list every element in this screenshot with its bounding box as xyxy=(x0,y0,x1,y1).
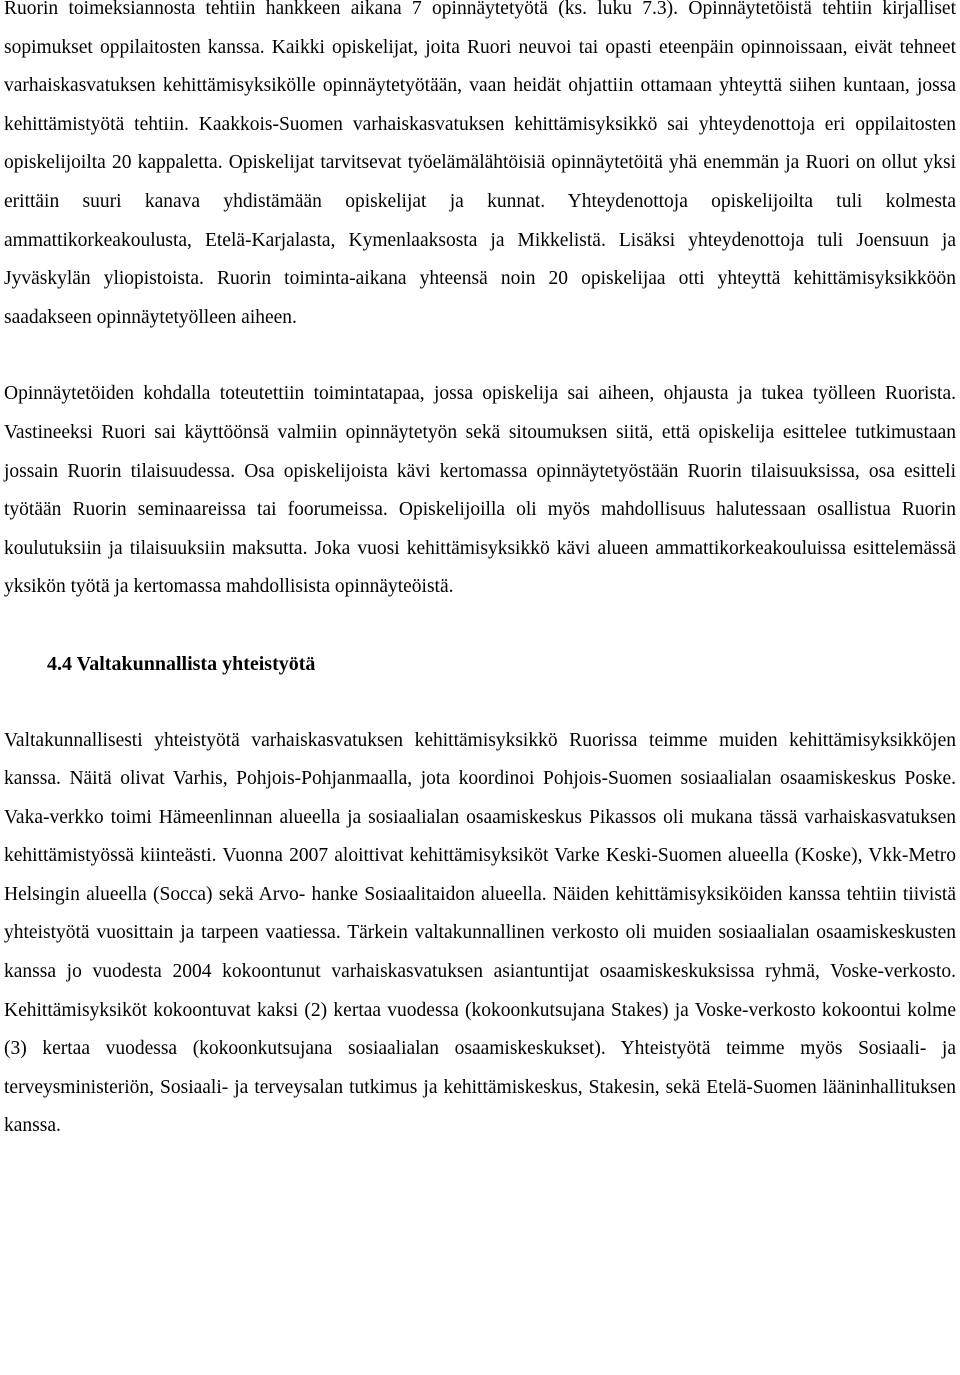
paragraph-thesis-work: Ruorin toimeksiannosta tehtiin hankkeen aikana 7 opinnäytetyötä (ks. luku 7.3). Opinnäytetöistä tehtiin kirjalliset sopimukset oppilaitosten kanssa. Kaikki opiskelijat, joita Ruori neuvoi tai opasti eteenpäin opinnoissaan, eivät tehneet varhaiskasvatuksen kehittämisyksikölle opinnäytetyötään, vaan heidät ohjattiin ottamaan yhteyttä siihen kuntaan, jossa kehittämistyötä tehtiin. Kaakkois-Suomen varhaiskasvatuksen kehittämisyksikkö sai yhteydenottoja eri oppilaitosten opiskelijoilta 20 kappaletta. Opiskelijat tarvitsevat työelämälähtöisiä opinnäytetöitä yhä enemmän ja Ruori on ollut yksi erittäin suuri kanava yhdistämään opiskelijat ja kunnat. Yhteydenottoja opiskelijoilta tuli kolmesta ammattikorkeakoulusta, Etelä-Karjalasta, Kymenlaaksosta ja Mikkelistä. Lisäksi yhteydenottoja tuli Joensuun ja Jyväskylän yliopistoista. Ruorin toiminta-aikana yhteensä noin 20 opiskelijaa otti yhteyttä kehittämisyksikköön saadakseen opinnäytetyölleen aiheen. xyxy=(4,0,956,328)
paragraph-national-cooperation: Valtakunnallisesti yhteistyötä varhaiskasvatuksen kehittämisyksikkö Ruorissa teimme muiden kehittämisyksikköjen kanssa. Näitä olivat Varhis, Pohjois-Pohjanmaalla, jota koordinoi Pohjois-Suomen sosiaalialan osaamiskeskus Poske. Vaka-verkko toimi Hämeenlinnan alueella ja sosiaalialan osaamiskeskus Pikassos oli mukana tässä varhaiskasvatuksen kehittämistyössä kiinteästi. Vuonna 2007 aloittivat kehittämisyksiköt Varke Keski-Suomen alueella (Koske), Vkk-Metro Helsingin alueella (Socca) sekä Arvo- hanke Sosiaalitaidon alueella. Näiden kehittämisyksiköiden kanssa tehtiin tiivistä yhteistyötä vuosittain ja tarpeen vaatiessa. Tärkein valtakunnallinen verkosto oli muiden sosiaalialan osaamiskeskusten kanssa jo vuodesta 2004 kokoontunut varhaiskasvatuksen asiantuntijat osaamiskeskuksissa ryhmä, Voske-verkosto. Kehittämisyksiköt kokoontuvat kaksi (2) kertaa vuodessa (kokoonkutsujana Stakes) ja Voske-verkosto kokoontui kolme (3) kertaa vuodessa (kokoonkutsujana sosiaalialan osaamiskeskukset). Yhteistyötä teimme myös Sosiaali- ja terveysministeriön, Sosiaali- ja terveysalan tutkimus ja kehittämiskeskus, Stakesin, sekä Etelä-Suomen lääninhallituksen kanssa. xyxy=(4,729,956,1137)
document-page xyxy=(4,0,956,1146)
paragraph-thesis-practice: Opinnäytetöiden kohdalla toteutettiin toimintatapaa, jossa opiskelija sai aiheen, ohjausta ja tukea työlleen Ruorista. Vastineeksi Ruori sai käyttöönsä valmiin opinnäytetyön sekä sitoumuksen siitä, että opiskelija esittelee tutkimustaan jossain Ruorin tilaisuudessa. Osa opiskelijoista kävi kertomassa opinnäytetyöstään Ruorin tilaisuuksissa, osa esitteli työtään Ruorin seminaareissa tai foorumeissa. Opiskelijoilla oli myös mahdollisuus halutessaan osallistua Ruorin koulutuksiin ja tilaisuuksiin maksutta. Joka vuosi kehittämisyksikkö kävi alueen ammattikorkeakouluissa esittelemässä yksikön työtä ja kertomassa mahdollisista opinnäyteöistä. xyxy=(4,383,956,598)
section-heading: 4.4 Valtakunnallista yhteistyötä xyxy=(47,652,316,675)
